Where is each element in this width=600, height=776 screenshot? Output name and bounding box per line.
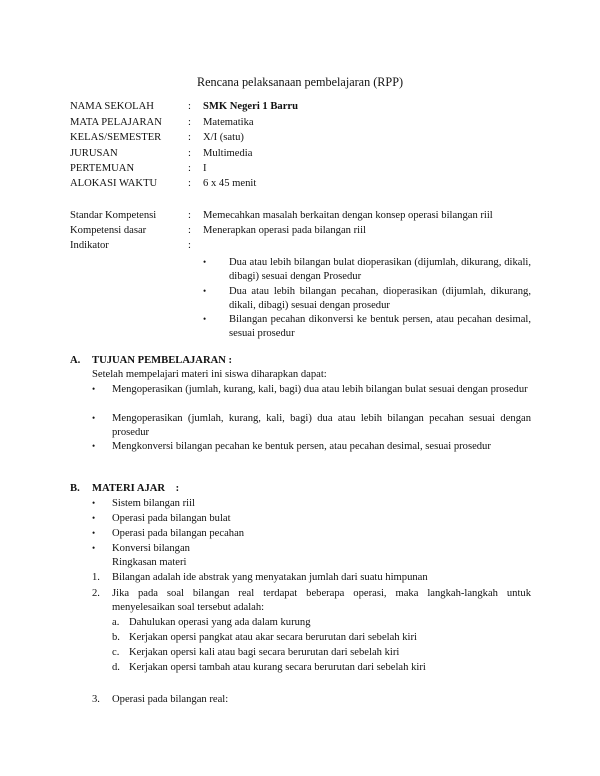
bullet-icon: • — [203, 286, 207, 296]
separator: : — [188, 210, 191, 221]
bullet-icon: • — [203, 314, 207, 324]
step-marker: d. — [112, 662, 120, 673]
competency-value: Menerapkan operasi pada bilangan riil — [203, 225, 366, 236]
numbered-item: Jika pada soal bilangan real terdapat beberapa operasi, maka langkah-langkah untuk menyelesaikan soal tersebut adalah: — [112, 588, 531, 613]
identity-value: 6 x 45 menit — [203, 178, 257, 189]
step-marker: b. — [112, 632, 120, 643]
section-a-letter: A. — [70, 355, 81, 366]
bullet-icon: • — [92, 528, 96, 538]
indicator-item: Dua atau lebih bilangan bulat dioperasikan (dijumlah, dikurang, dikali, dibagi) sesuai dengan Prosedur — [229, 257, 531, 282]
objective-item: Mengoperasikan (jumlah, kurang, kali, bagi) dua atau lebih bilangan bulat sesuai dengan prosedur — [112, 384, 528, 395]
competency-label: Indikator — [70, 240, 109, 251]
numbered-marker: 1. — [92, 572, 100, 583]
competency-label: Kompetensi dasar — [70, 225, 147, 236]
bullet-icon: • — [92, 384, 96, 394]
section-a-intro: Setelah mempelajari materi ini siswa diharapkan dapat: — [92, 369, 327, 380]
bullet-icon: • — [92, 513, 96, 523]
step-item: Dahulukan operasi yang ada dalam kurung — [129, 617, 311, 628]
material-item: Konversi bilangan — [112, 543, 190, 554]
separator: : — [188, 240, 191, 251]
step-marker: c. — [112, 647, 120, 658]
identity-value: Matematika — [203, 117, 254, 128]
bullet-icon: • — [92, 413, 96, 423]
identity-value: X/I (satu) — [203, 132, 244, 143]
separator: : — [188, 225, 191, 236]
identity-label: JURUSAN — [70, 148, 118, 159]
separator: : — [188, 178, 191, 189]
competency-label: Standar Kompetensi — [70, 210, 157, 221]
material-item: Operasi pada bilangan pecahan — [112, 528, 245, 539]
separator: : — [188, 101, 191, 112]
separator: : — [188, 148, 191, 159]
bullet-icon: • — [92, 543, 96, 553]
identity-label: ALOKASI WAKTU — [70, 178, 158, 189]
indicator-item: Bilangan pecahan dikonversi ke bentuk persen, atau pecahan desimal, sesuai prosedur — [229, 314, 531, 339]
step-marker: a. — [112, 617, 120, 628]
section-b-letter: B. — [70, 483, 80, 494]
identity-label: KELAS/SEMESTER — [70, 132, 162, 143]
objective-item: Mengoperasikan (jumlah, kurang, kali, bagi) dua atau lebih bilangan pecahan sesuai dengan prosedur — [112, 413, 531, 438]
step-item: Kerjakan opersi tambah atau kurang secara berurutan dari sebelah kiri — [129, 662, 426, 673]
bullet-icon: • — [92, 498, 96, 508]
separator: : — [188, 163, 191, 174]
numbered-item: Operasi pada bilangan real: — [112, 694, 229, 705]
numbered-item: Bilangan adalah ide abstrak yang menyatakan jumlah dari suatu himpunan — [112, 572, 428, 583]
section-b-heading: MATERI AJAR : — [92, 483, 180, 494]
bullet-icon: • — [92, 441, 96, 451]
summary-label: Ringkasan materi — [112, 557, 187, 568]
numbered-marker: 2. — [92, 588, 100, 599]
material-item: Sistem bilangan riil — [112, 498, 195, 509]
material-item: Operasi pada bilangan bulat — [112, 513, 231, 524]
section-a-heading: TUJUAN PEMBELAJARAN : — [92, 355, 233, 366]
identity-label: PERTEMUAN — [70, 163, 135, 174]
separator: : — [188, 132, 191, 143]
indicator-item: Dua atau lebih bilangan pecahan, dioperasikan (dijumlah, dikurang, dikali, dibagi) sesuai dengan prosedur — [229, 286, 531, 311]
identity-label: NAMA SEKOLAH — [70, 101, 154, 112]
page-title: Rencana pelaksanaan pembelajaran (RPP) — [196, 75, 404, 89]
identity-value: Multimedia — [203, 148, 253, 159]
identity-value: I — [203, 163, 207, 174]
bullet-icon: • — [203, 257, 207, 267]
step-item: Kerjakan opersi pangkat atau akar secara berurutan dari sebelah kiri — [129, 632, 417, 643]
identity-label: MATA PELAJARAN — [70, 117, 162, 128]
step-item: Kerjakan opersi kali atau bagi secara berurutan dari sebelah kiri — [129, 647, 400, 658]
identity-value: SMK Negeri 1 Barru — [203, 101, 299, 112]
objective-item: Mengkonversi bilangan pecahan ke bentuk persen, atau pecahan desimal, sesuai prosedur — [112, 441, 491, 452]
competency-value: Memecahkan masalah berkaitan dengan konsep operasi bilangan riil — [203, 210, 493, 221]
separator: : — [188, 117, 191, 128]
numbered-marker: 3. — [92, 694, 100, 705]
